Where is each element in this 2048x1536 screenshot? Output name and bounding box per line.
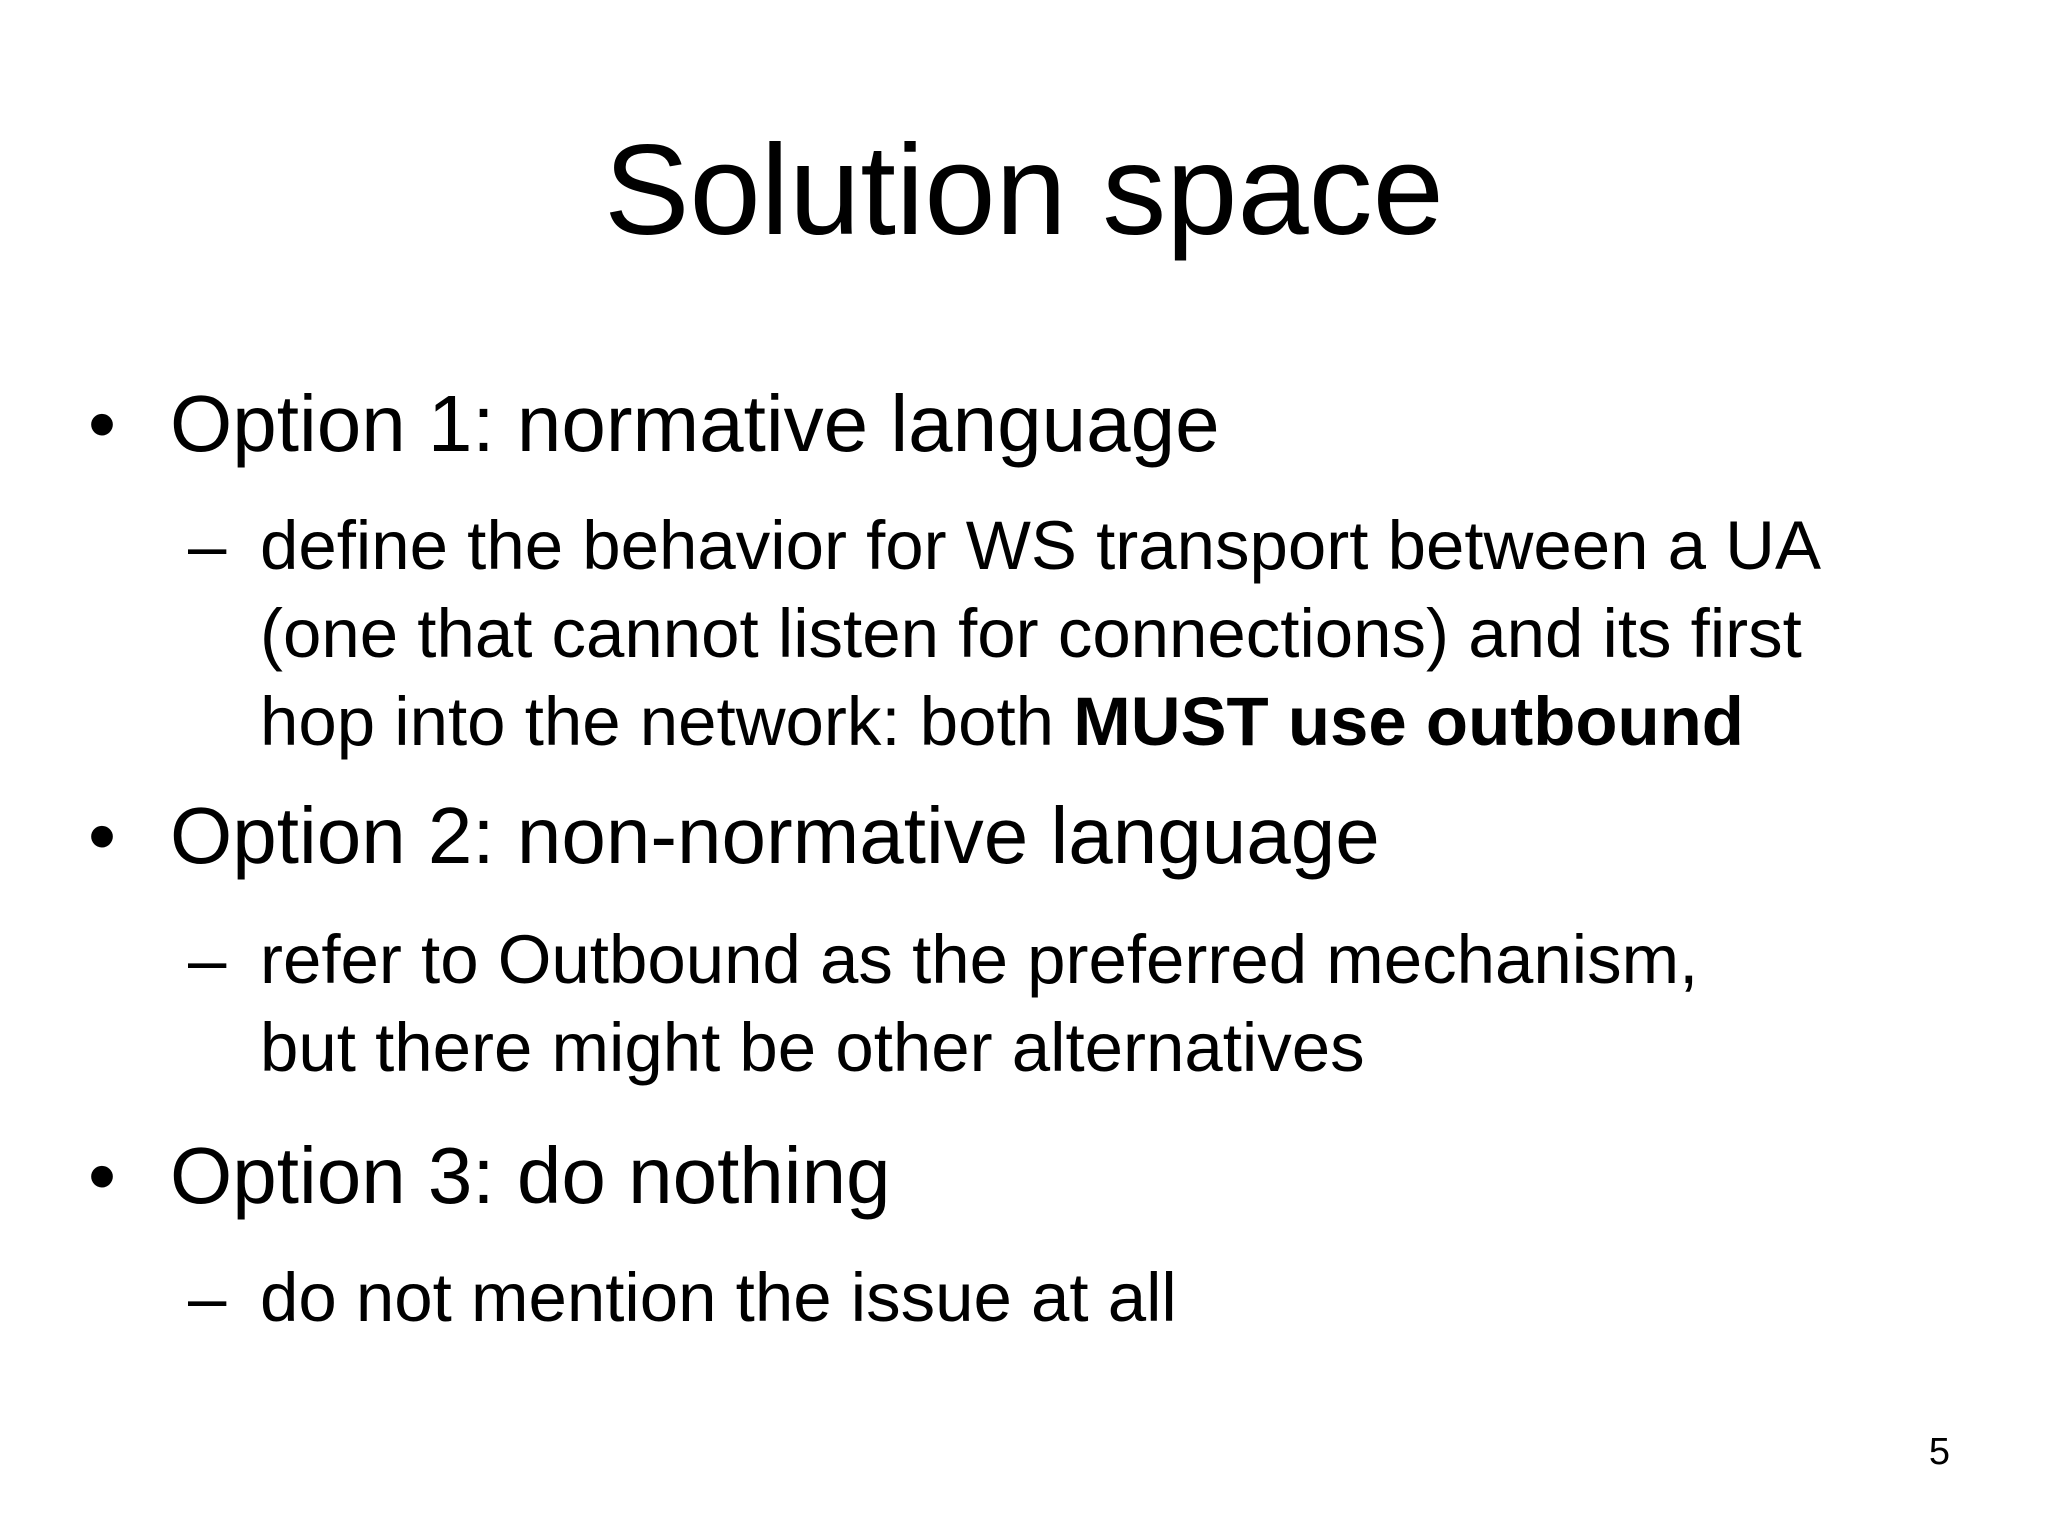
option-1-heading: Option 1: normative language xyxy=(170,379,1220,468)
option-3-detail xyxy=(188,1254,1978,1342)
option-1-detail-line-1: define the behavior for WS transport between a UA xyxy=(260,507,1822,584)
bullet-icon: • xyxy=(88,1131,117,1220)
slide-title: Solution space xyxy=(604,119,1444,262)
option-2-heading: Option 2: non-normative language xyxy=(170,791,1380,880)
dash-icon: – xyxy=(188,921,227,998)
option-3-heading: Option 3: do nothing xyxy=(170,1131,891,1220)
option-1-detail-line-3 xyxy=(260,678,1978,766)
option-1-detail xyxy=(188,502,1978,766)
bullet-icon: • xyxy=(88,379,117,468)
dash-icon: – xyxy=(188,1259,227,1336)
dash-icon: – xyxy=(188,507,227,584)
bullet-icon: • xyxy=(88,791,117,880)
option-2-detail-line-2: but there might be other alternatives xyxy=(260,1009,1365,1086)
option-1-detail-line-2: (one that cannot listen for connections) and its first xyxy=(260,595,1802,672)
option-1-detail-emphasis: MUST use outbound xyxy=(1073,683,1744,760)
option-1-detail-line-3-text: hop into the network: both xyxy=(260,683,1074,760)
option-2-detail-line-1: refer to Outbound as the preferred mechanism, xyxy=(260,921,1699,998)
option-3-detail-line-1: do not mention the issue at all xyxy=(260,1259,1177,1336)
option-2-detail xyxy=(188,916,1978,1092)
page-number: 5 xyxy=(1928,1431,1950,1473)
